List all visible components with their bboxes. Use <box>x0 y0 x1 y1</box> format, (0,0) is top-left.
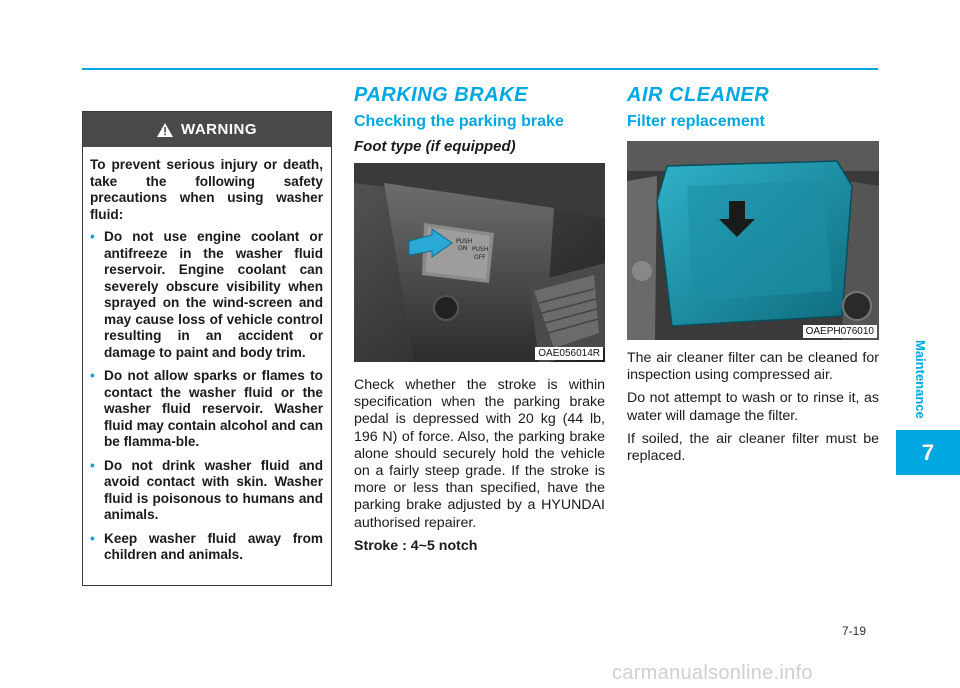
parking-brake-title: PARKING BRAKE <box>354 84 528 106</box>
foot-type-heading: Foot type (if equipped) <box>354 138 516 155</box>
filter-replacement-heading: Filter replacement <box>627 113 765 130</box>
page-number: 7-19 <box>842 624 867 638</box>
air-cleaner-title: AIR CLEANER <box>627 84 770 106</box>
warning-item: • Do not drink washer fluid and avoid contact with skin. Washer fluid is poisonous to humans and animals. <box>90 457 323 522</box>
warning-header <box>83 112 331 147</box>
warning-box <box>82 111 332 586</box>
warning-triangle-icon <box>157 123 173 137</box>
parking-brake-illustration <box>354 163 605 362</box>
air-cleaner-illustration <box>627 141 879 340</box>
warning-body <box>83 147 331 564</box>
stroke-spec: Stroke : 4~5 notch <box>354 537 478 554</box>
chapter-number: 7 <box>921 439 935 465</box>
warning-item: • Keep washer fluid away from children and animals. <box>90 530 323 562</box>
pedal-label: ON <box>458 245 468 252</box>
air-cleaner-para-2: Do not attempt to wash or to rinse it, as water will damage the filter. <box>627 390 879 424</box>
bullet-icon: • <box>90 229 95 244</box>
warning-title: WARNING <box>181 121 257 138</box>
checking-parking-brake-heading: Checking the parking brake <box>354 113 564 130</box>
air-cleaner-para-3: If soiled, the air cleaner filter must be replaced. <box>627 430 879 465</box>
pedal-label: PUSH <box>472 246 489 253</box>
warning-intro: To prevent serious injury or death, take the following safety precautions when using washer fluid: <box>90 157 323 222</box>
warning-item: • Do not use engine coolant or antifreeze in the washer fluid reservoir. Engine coolant can severely obscure visibility when sprayed on the wind-screen and may cause loss of vehicle control resulting in an accident or damage to paint and body trim. <box>90 229 323 360</box>
figure-code: OAEPH076010 <box>803 325 877 338</box>
footer-watermark: carmanualsonline.info <box>612 662 813 684</box>
air-cleaner-para-1: The air cleaner filter can be cleaned for inspection using compressed air. <box>627 350 879 384</box>
air-cleaner-figure <box>627 141 879 340</box>
warning-list <box>90 229 323 564</box>
bullet-icon: • <box>90 530 95 546</box>
top-rule <box>82 68 878 70</box>
pedal-label: OFF <box>474 254 486 261</box>
pedal-label: PUSH <box>456 238 473 245</box>
parking-brake-figure <box>354 163 605 362</box>
parking-brake-body: Check whether the stroke is within specification when the parking brake pedal is depressed with 20 kg (44 lb, 196 N) of force. Also, the parking brake alone should securely hold the vehicle on a fairly steep grade. If the stroke is more or less than specified, have the parking brake adjusted by a HYUNDAI authorised repairer. <box>354 377 605 531</box>
bullet-icon: • <box>90 457 95 473</box>
chapter-tab <box>896 430 960 475</box>
warning-item: • Do not allow sparks or flames to contact the washer fluid or the washer fluid reservoir. Washer fluid may contain alcohol and can be flamma-ble. <box>90 368 323 449</box>
air-cleaner-column <box>627 84 879 465</box>
chapter-side-label: Maintenance <box>913 340 928 419</box>
parking-brake-column <box>354 84 605 555</box>
bullet-icon: • <box>90 368 95 383</box>
figure-code: OAE056014R <box>535 347 603 360</box>
